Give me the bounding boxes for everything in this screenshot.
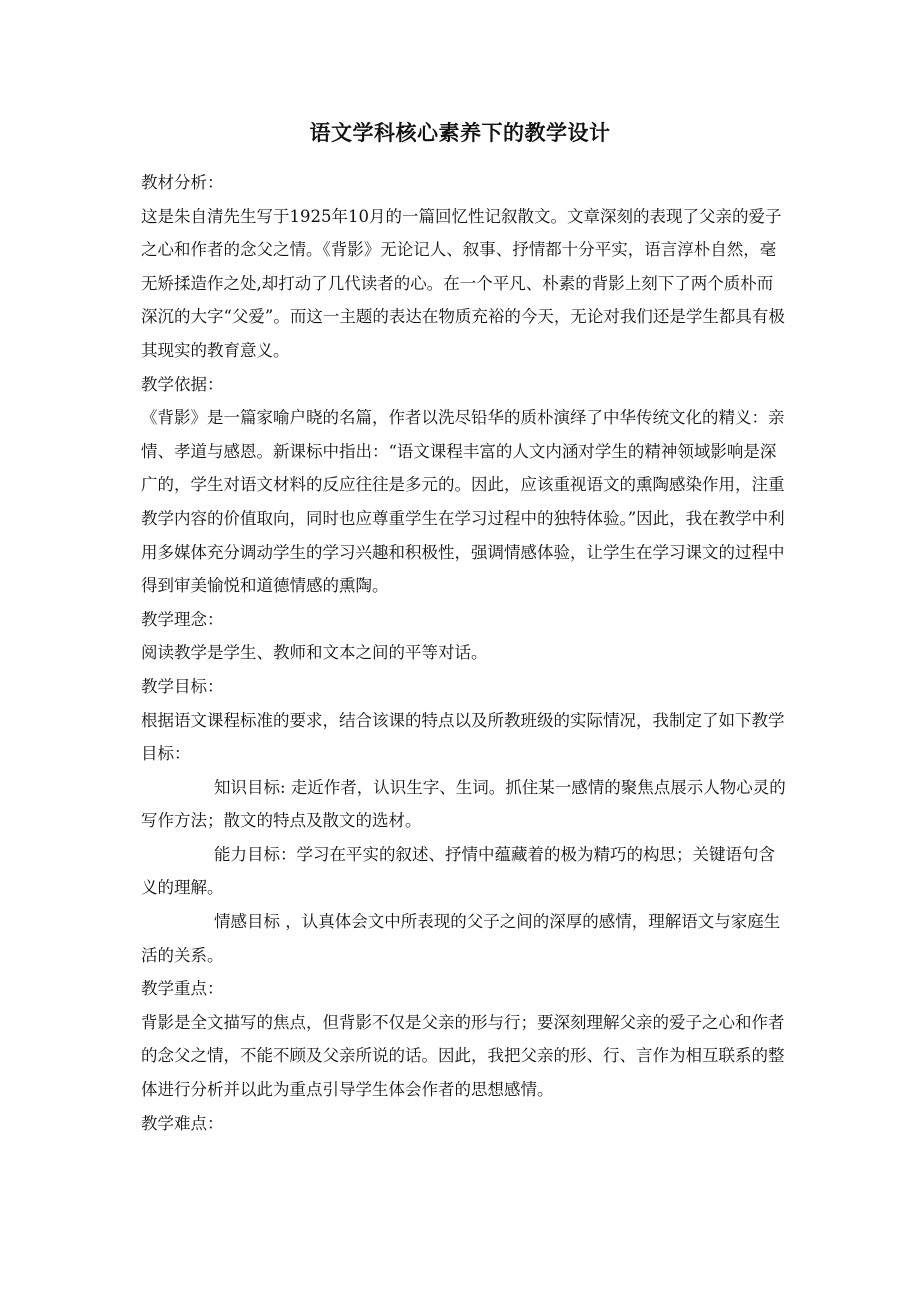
paragraph-textbook-analysis: 这是朱自清先生写于1925年10月的一篇回忆性记叙散文。文章深刻的表现了父亲的爱子之心和作者的念父之情。《背影》无论记人、叙事、抒情都十分平实，语言淳朴自然，毫无矫揉造作之处,却打动了几代读者的心。在一个平凡、朴素的背影上刻下了两个质朴而深沉的大字“父爱”。而这一主题的表达在物质充裕的今天，无论对我们还是学生都具有极其现实的教育意义。 — [141, 206, 785, 360]
goal-emotion: 情感目标 ，认真体会文中所表现的父子之间的深厚的感情，理解语文与家庭生活的关系。 — [141, 912, 781, 965]
goal-knowledge: 知识目标: 走近作者，认识生字、生词。抓住某一感情的聚焦点展示人物心灵的写作方法；散文的特点及散文的选材。 — [141, 777, 786, 831]
section-heading-teaching-philosophy: 教学理念： — [141, 609, 224, 629]
section-heading-teaching-goals: 教学目标： — [141, 676, 224, 696]
paragraph-teaching-goals: 根据语文课程标准的要求，结合该课的特点以及所教班级的实际情况，我制定了如下教学目标： — [141, 710, 785, 764]
document-title: 语文学科核心素养下的教学设计 — [309, 121, 611, 145]
document-body — [141, 166, 786, 1140]
section-heading-teaching-focus: 教学重点： — [141, 979, 224, 999]
paragraph-teaching-basis: 《背影》是一篇家喻户晓的名篇，作者以洗尽铅华的质朴演绎了中华传统文化的精义：亲情、孝道与感恩。新课标中指出：“语文课程丰富的人文内涵对学生的精神领域影响是深广的，学生对语文材料的反应往往是多元的。因此，应该重视语文的熏陶感染作用，注重教学内容的价值取向，同时也应尊重学生在学习过程中的独特体验。”因此，我在教学中利用多媒体充分调动学生的学习兴趣和积极性，强调情感体验，让学生在学习课文的过程中得到审美愉悦和道德情感的熏陶。 — [141, 408, 785, 596]
paragraph-teaching-focus: 背影是全文描写的焦点，但背影不仅是父亲的形与行；要深刻理解父亲的爱子之心和作者的念父之情，不能不顾及父亲所说的话。因此，我把父亲的形、行、言作为相互联系的整体进行分析并以此为重点引导学生体会作者的思想感情。 — [141, 1012, 785, 1100]
paragraph-teaching-philosophy: 阅读教学是学生、教师和文本之间的平等对话。 — [141, 643, 488, 663]
section-heading-textbook-analysis: 教材分析： — [141, 173, 224, 192]
section-heading-teaching-difficulty: 教学难点： — [141, 1113, 224, 1133]
section-heading-teaching-basis: 教学依据： — [141, 374, 224, 394]
goal-ability: 能力目标：学习在平实的叙述、抒情中蕴藏着的极为精巧的构思；关键语句含义的理解。 — [141, 844, 775, 898]
